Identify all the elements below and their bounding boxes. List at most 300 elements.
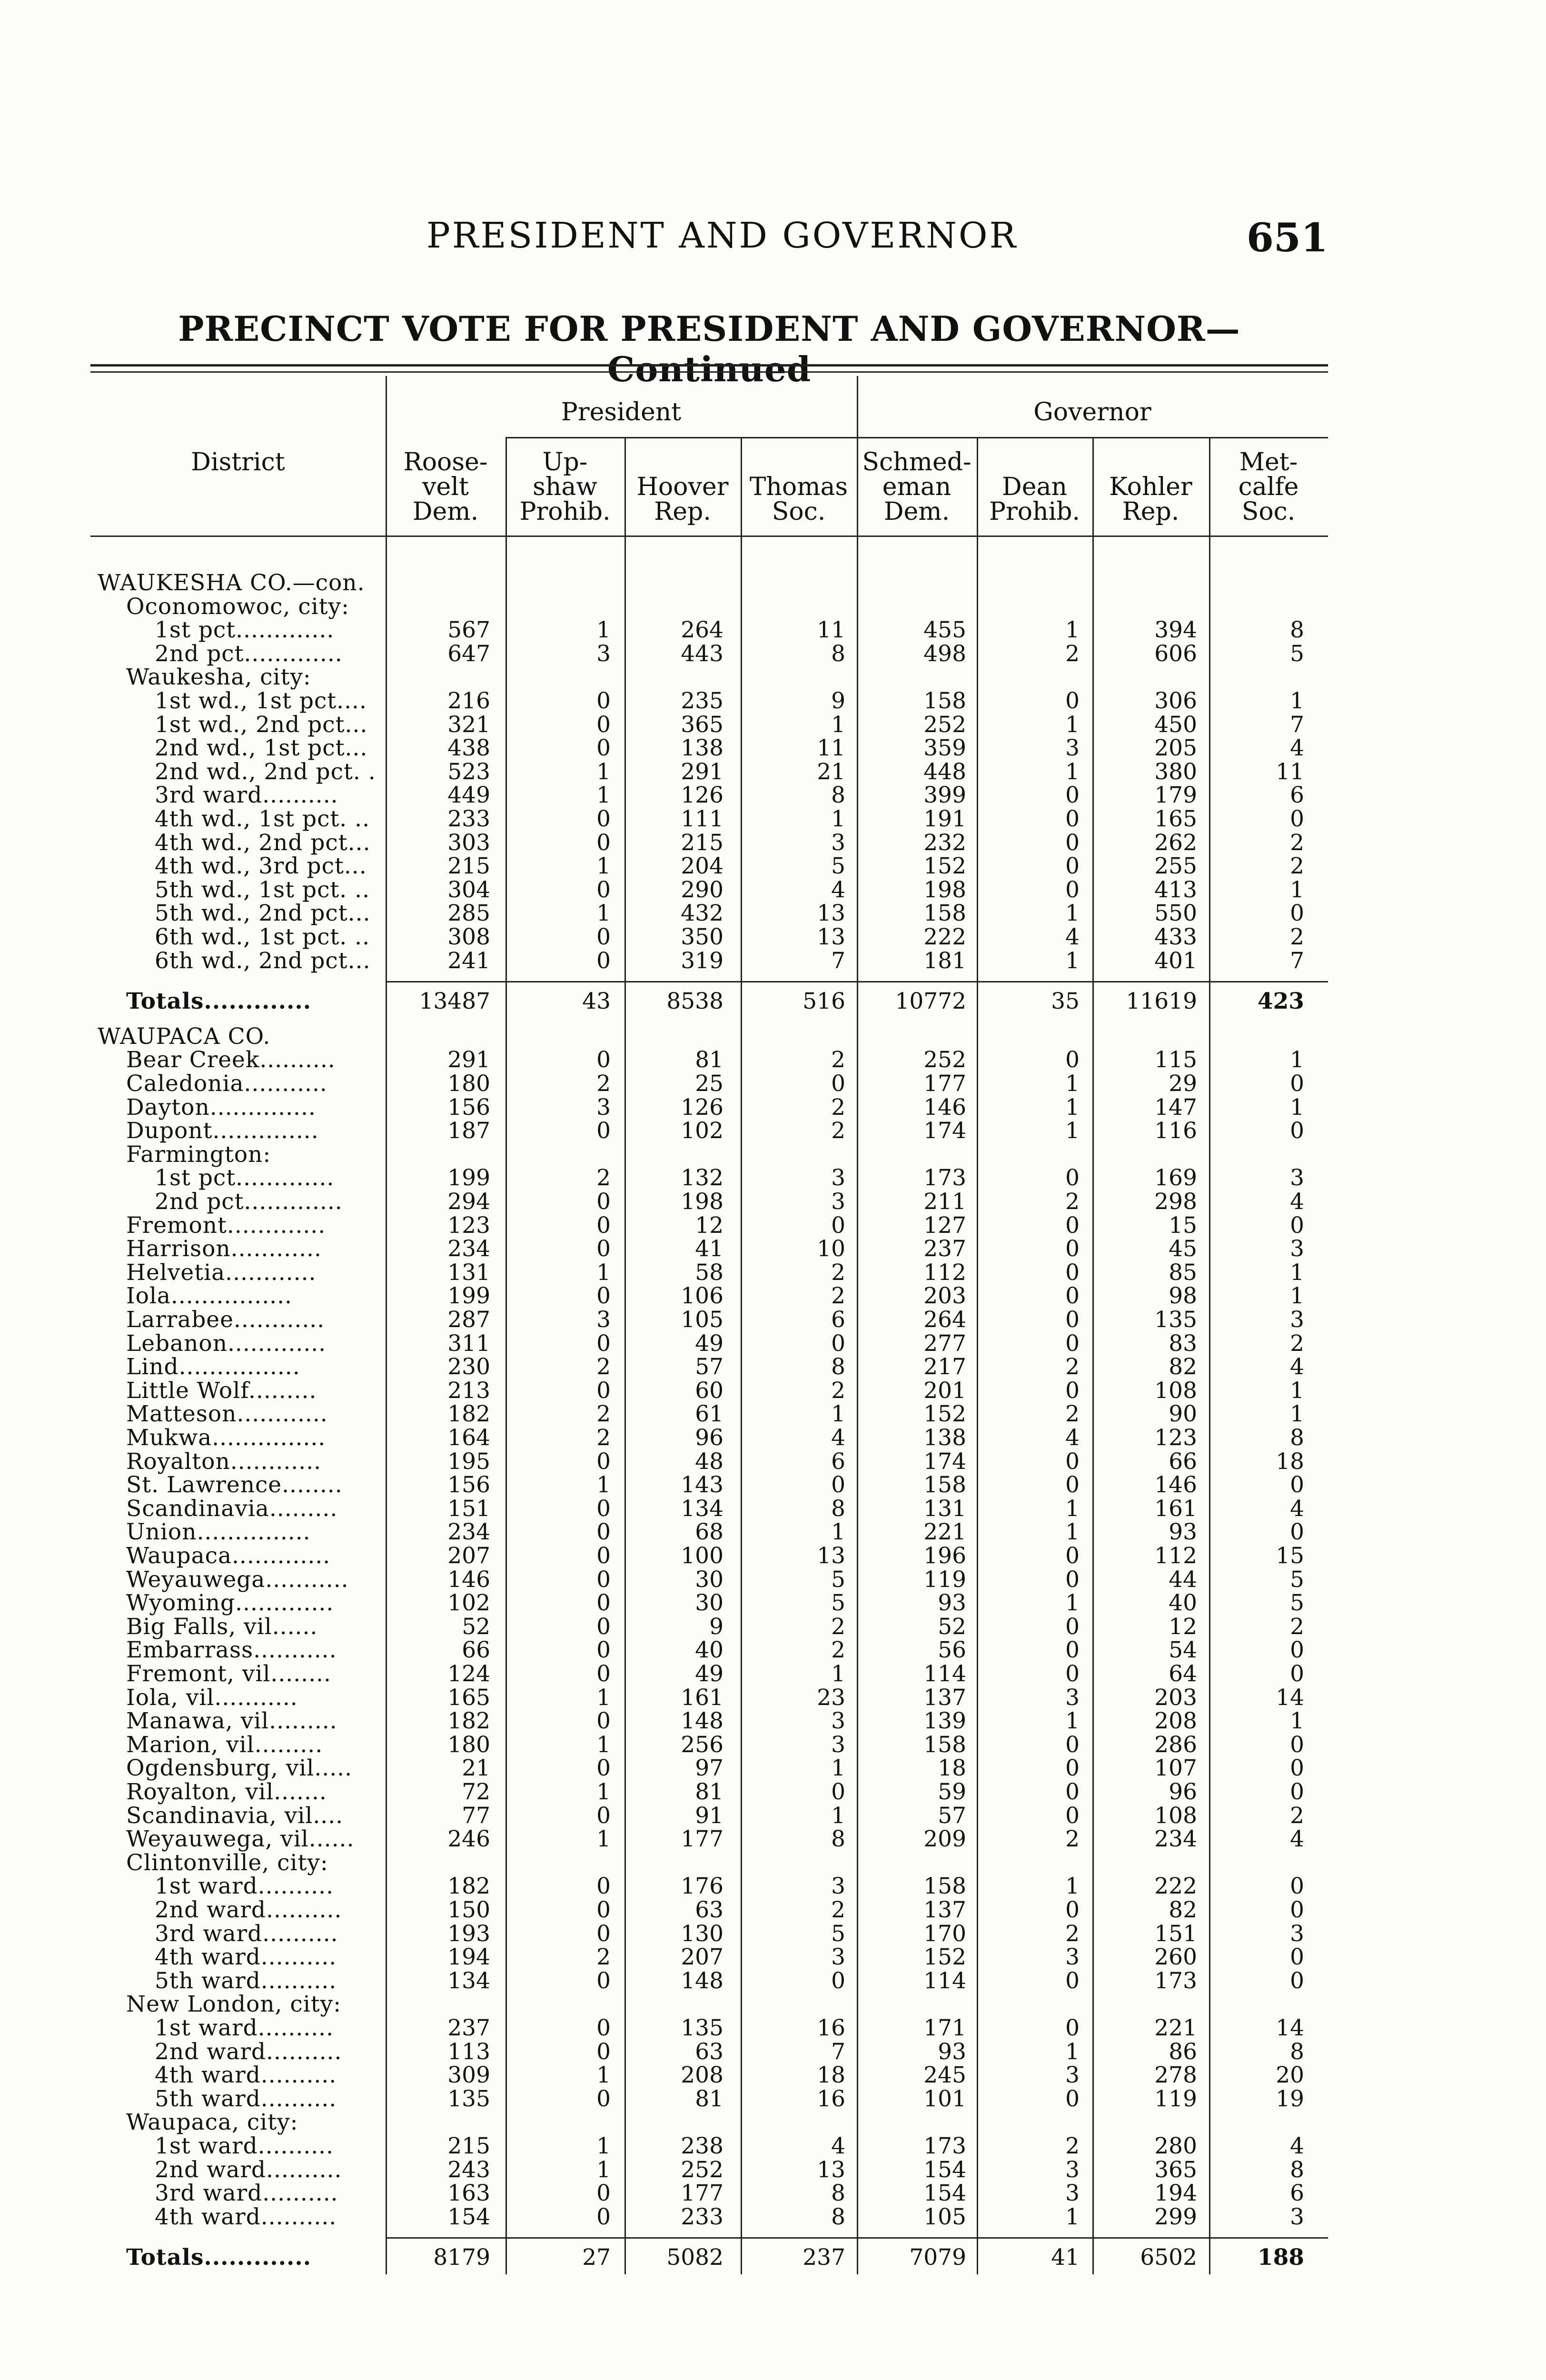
cell-2: 207 — [681, 1944, 723, 1970]
cell-1: 0 — [596, 806, 611, 832]
cell-5: 0 — [1065, 1378, 1080, 1404]
cell-0: 291 — [447, 1047, 490, 1073]
cell-7: 19 — [1276, 2086, 1304, 2112]
table-row — [90, 1993, 1328, 2016]
table-row — [90, 2134, 1328, 2158]
row-label: 2nd wd., 2nd pct. . — [155, 759, 376, 785]
cell-7: 2 — [1290, 830, 1304, 856]
row-label: WAUKESHA CO.—con. — [98, 570, 365, 596]
table-row — [90, 2182, 1328, 2205]
cell-3: 2 — [831, 1047, 845, 1073]
cell-5: 1 — [1065, 1873, 1080, 1899]
cell-5: 1 — [1065, 1118, 1080, 1144]
cell-0: 164 — [447, 1425, 490, 1451]
cell-5: 4 — [1065, 924, 1080, 950]
row-label: 1st pct............. — [155, 1165, 335, 1191]
cell-0: 234 — [447, 1236, 490, 1262]
cell-1: 0 — [596, 1614, 611, 1640]
cell-6: 298 — [1154, 1189, 1197, 1215]
cell-1: 0 — [596, 2086, 611, 2112]
cell-7: 8 — [1290, 2157, 1304, 2183]
table-row — [90, 1426, 1328, 1450]
header-vline-7 — [1209, 437, 1210, 536]
cell-3: 3 — [831, 1732, 845, 1758]
cell-2: 81 — [695, 1047, 723, 1073]
cell-5: 2 — [1065, 641, 1080, 667]
cell-2: 135 — [681, 2015, 723, 2041]
cell-0: 13487 — [419, 988, 490, 1014]
table-row — [90, 1686, 1328, 1710]
cell-0: 124 — [447, 1661, 490, 1687]
cell-5: 0 — [1065, 1283, 1080, 1309]
cell-2: 41 — [695, 1236, 723, 1262]
cell-7: 5 — [1290, 1590, 1304, 1616]
cell-3: 13 — [817, 900, 845, 926]
cell-6: 29 — [1169, 1071, 1197, 1097]
cell-1: 1 — [596, 853, 611, 879]
cell-4: 211 — [923, 1189, 966, 1215]
row-label: Waukesha, city: — [126, 664, 311, 690]
cell-0: 146 — [447, 1567, 490, 1593]
cell-2: 58 — [695, 1259, 723, 1286]
cell-3: 3 — [831, 830, 845, 856]
header-vline-3 — [741, 437, 742, 536]
cell-2: 12 — [695, 1212, 723, 1239]
cell-3: 0 — [831, 1212, 845, 1239]
cell-3: 13 — [817, 2157, 845, 2183]
cell-3: 11 — [817, 735, 845, 761]
row-label: Larrabee............ — [126, 1307, 325, 1333]
row-label: 2nd ward.......... — [155, 2039, 342, 2065]
cell-4: 158 — [923, 1472, 966, 1498]
table-row — [90, 2087, 1328, 2111]
cell-7: 1 — [1290, 1401, 1304, 1427]
cell-4: 181 — [923, 948, 966, 974]
column-header-0-line-1: velt — [422, 473, 469, 501]
row-label: 4th wd., 1st pct. .. — [155, 806, 370, 832]
table-row — [90, 2040, 1328, 2064]
cell-6: 146 — [1154, 1472, 1197, 1498]
column-header-7-line-0: Met- — [1239, 448, 1298, 476]
cell-6: 550 — [1154, 900, 1197, 926]
cell-6: 380 — [1154, 759, 1197, 785]
cell-6: 205 — [1154, 735, 1197, 761]
cell-5: 1 — [1065, 2039, 1080, 2065]
cell-2: 291 — [681, 759, 723, 785]
cell-3: 18 — [817, 2062, 845, 2088]
cell-2: 176 — [681, 1873, 723, 1899]
header-bottom-rule — [90, 536, 1328, 537]
cell-3: 1 — [831, 1803, 845, 1829]
cell-7: 0 — [1290, 1661, 1304, 1687]
cell-5: 0 — [1065, 1236, 1080, 1262]
cell-4: 119 — [923, 1567, 966, 1593]
cell-3: 3 — [831, 1873, 845, 1899]
table-row — [90, 1025, 1328, 1049]
cell-1: 0 — [596, 1330, 611, 1357]
row-label: Iola................ — [126, 1283, 292, 1309]
row-label: Scandinavia......... — [126, 1496, 338, 1522]
cell-4: 131 — [923, 1496, 966, 1522]
cell-4: 455 — [923, 617, 966, 643]
column-header-4-line-0: Schmed- — [862, 448, 971, 476]
president-sub-rule — [505, 437, 857, 438]
cell-7: 3 — [1290, 1307, 1304, 1333]
cell-4: 196 — [923, 1543, 966, 1569]
cell-2: 60 — [695, 1378, 723, 1404]
cell-4: 137 — [923, 1685, 966, 1711]
table-row — [90, 2111, 1328, 2134]
row-label: 4th ward.......... — [155, 1944, 337, 1970]
cell-6: 85 — [1169, 1259, 1197, 1286]
column-header-3-line-2: Soc. — [772, 497, 826, 526]
table-row — [90, 1379, 1328, 1403]
column-header-1-line-0: Up- — [542, 448, 588, 476]
cell-3: 2 — [831, 1637, 845, 1663]
cell-3: 6 — [831, 1448, 845, 1475]
cell-7: 423 — [1257, 988, 1304, 1014]
cell-6: 221 — [1154, 2015, 1197, 2041]
row-label: Weyauwega, vil...... — [126, 1826, 355, 1852]
row-label: 2nd wd., 1st pct... — [155, 735, 368, 761]
cell-4: 52 — [938, 1614, 966, 1640]
cell-0: 199 — [447, 1283, 490, 1309]
cell-4: 57 — [938, 1803, 966, 1829]
table-row — [90, 1804, 1328, 1828]
cell-7: 8 — [1290, 2039, 1304, 2065]
cell-1: 1 — [596, 1472, 611, 1498]
row-label: 3rd ward.......... — [155, 1921, 338, 1947]
cell-1: 0 — [596, 1378, 611, 1404]
cell-0: 449 — [447, 782, 490, 808]
cell-5: 0 — [1065, 1614, 1080, 1640]
cell-5: 2 — [1065, 2133, 1080, 2159]
cell-3: 516 — [803, 988, 845, 1014]
cell-6: 194 — [1154, 2180, 1197, 2206]
cell-1: 0 — [596, 1543, 611, 1569]
cell-2: 177 — [681, 2180, 723, 2206]
cell-7: 14 — [1276, 2015, 1304, 2041]
table-row — [90, 1402, 1328, 1426]
cell-2: 233 — [681, 2204, 723, 2230]
cell-7: 0 — [1290, 1968, 1304, 1994]
cell-0: 163 — [447, 2180, 490, 2206]
cell-1: 3 — [596, 1307, 611, 1333]
cell-3: 8 — [831, 1354, 845, 1380]
cell-7: 8 — [1290, 617, 1304, 643]
cell-2: 132 — [681, 1165, 723, 1191]
cell-0: 285 — [447, 900, 490, 926]
cell-1: 0 — [596, 1212, 611, 1239]
cell-3: 0 — [831, 1779, 845, 1805]
cell-2: 40 — [695, 1637, 723, 1663]
table-row — [90, 1119, 1328, 1143]
row-label: 2nd pct............. — [155, 1189, 343, 1215]
cell-2: 5082 — [666, 2244, 723, 2271]
cell-0: 304 — [447, 877, 490, 903]
table-row — [90, 807, 1328, 831]
cell-6: 6502 — [1140, 2244, 1197, 2271]
row-label: Manawa, vil......... — [126, 1708, 337, 1734]
cell-2: 126 — [681, 782, 723, 808]
cell-2: 57 — [695, 1354, 723, 1380]
row-label: Royalton............ — [126, 1448, 322, 1475]
cell-1: 2 — [596, 1425, 611, 1451]
cell-4: 203 — [923, 1283, 966, 1309]
cell-6: 147 — [1154, 1094, 1197, 1121]
header-vline-1 — [505, 437, 507, 536]
cell-5: 0 — [1065, 877, 1080, 903]
cell-5: 1 — [1065, 617, 1080, 643]
table-row — [90, 2158, 1328, 2182]
cell-0: 135 — [447, 2086, 490, 2112]
cell-0: 180 — [447, 1732, 490, 1758]
cell-4: 105 — [923, 2204, 966, 2230]
cell-4: 232 — [923, 830, 966, 856]
table-row — [90, 1851, 1328, 1875]
cell-5: 1 — [1065, 1708, 1080, 1734]
cell-5: 0 — [1065, 1212, 1080, 1239]
row-label: 4th ward.......... — [155, 2204, 337, 2230]
cell-7: 20 — [1276, 2062, 1304, 2088]
cell-1: 0 — [596, 1189, 611, 1215]
cell-3: 16 — [817, 2086, 845, 2112]
cell-0: 287 — [447, 1307, 490, 1333]
cell-0: 66 — [462, 1637, 490, 1663]
cell-4: 158 — [923, 688, 966, 714]
cell-6: 222 — [1154, 1873, 1197, 1899]
cell-4: 174 — [923, 1118, 966, 1144]
table-row — [90, 1190, 1328, 1214]
row-label: Royalton, vil....... — [126, 1779, 327, 1805]
table-row — [90, 1284, 1328, 1308]
cell-4: 498 — [923, 641, 966, 667]
header-vline-2 — [624, 437, 626, 536]
cell-3: 0 — [831, 1968, 845, 1994]
cell-0: 131 — [447, 1259, 490, 1286]
cell-7: 0 — [1290, 1071, 1304, 1097]
cell-7: 1 — [1290, 1708, 1304, 1734]
cell-5: 0 — [1065, 2015, 1080, 2041]
cell-6: 123 — [1154, 1425, 1197, 1451]
district-header: District — [191, 448, 285, 476]
cell-3: 9 — [831, 688, 845, 714]
cell-7: 0 — [1290, 1519, 1304, 1545]
row-label: Oconomowoc, city: — [126, 594, 349, 620]
column-header-0-line-0: Roose- — [403, 448, 488, 476]
cell-3: 13 — [817, 924, 845, 950]
cell-5: 1 — [1065, 1519, 1080, 1545]
cell-0: 134 — [447, 1968, 490, 1994]
cell-1: 0 — [596, 1873, 611, 1899]
body-vline-6 — [1092, 536, 1094, 2274]
cell-1: 1 — [596, 759, 611, 785]
cell-3: 2 — [831, 1378, 845, 1404]
row-label: Weyauwega........... — [126, 1567, 349, 1593]
cell-4: 139 — [923, 1708, 966, 1734]
cell-4: 152 — [923, 1944, 966, 1970]
cell-2: 106 — [681, 1283, 723, 1309]
cell-4: 252 — [923, 1047, 966, 1073]
column-header-2-line-2: Rep. — [654, 497, 711, 526]
cell-5: 0 — [1065, 1779, 1080, 1805]
cell-3: 10 — [817, 1236, 845, 1262]
table-row — [90, 1733, 1328, 1757]
cell-3: 3 — [831, 1708, 845, 1734]
row-label: Totals............. — [126, 988, 312, 1014]
cell-6: 234 — [1154, 1826, 1197, 1852]
cell-4: 127 — [923, 1212, 966, 1239]
cell-4: 152 — [923, 853, 966, 879]
cell-0: 77 — [462, 1803, 490, 1829]
cell-0: 308 — [447, 924, 490, 950]
cell-7: 0 — [1290, 1637, 1304, 1663]
row-label: 1st wd., 1st pct.... — [155, 688, 367, 714]
cell-7: 2 — [1290, 924, 1304, 950]
cell-1: 0 — [596, 830, 611, 856]
table-row — [90, 2016, 1328, 2040]
cell-6: 90 — [1169, 1401, 1197, 1427]
cell-6: 96 — [1169, 1779, 1197, 1805]
cell-1: 0 — [596, 1236, 611, 1262]
cell-7: 1 — [1290, 1094, 1304, 1121]
cell-7: 0 — [1290, 1472, 1304, 1498]
cell-2: 134 — [681, 1496, 723, 1522]
cell-4: 264 — [923, 1307, 966, 1333]
cell-6: 12 — [1169, 1614, 1197, 1640]
cell-2: 198 — [681, 1189, 723, 1215]
cell-1: 2 — [596, 1071, 611, 1097]
cell-3: 2 — [831, 1614, 845, 1640]
cell-1: 1 — [596, 1685, 611, 1711]
row-label: Harrison............ — [126, 1236, 322, 1262]
cell-0: 193 — [447, 1921, 490, 1947]
cell-6: 119 — [1154, 2086, 1197, 2112]
cell-4: 93 — [938, 1590, 966, 1616]
cell-7: 4 — [1290, 735, 1304, 761]
cell-2: 290 — [681, 877, 723, 903]
cell-4: 191 — [923, 806, 966, 832]
table-row — [90, 2063, 1328, 2087]
cell-1: 2 — [596, 1401, 611, 1427]
cell-0: 187 — [447, 1118, 490, 1144]
cell-7: 14 — [1276, 1685, 1304, 1711]
cell-3: 8 — [831, 1496, 845, 1522]
cell-6: 161 — [1154, 1496, 1197, 1522]
cell-0: 195 — [447, 1448, 490, 1475]
cell-6: 83 — [1169, 1330, 1197, 1357]
row-label: Wyoming............. — [126, 1590, 334, 1616]
table-row — [90, 665, 1328, 689]
cell-0: 194 — [447, 1944, 490, 1970]
cell-6: 107 — [1154, 1755, 1197, 1781]
cell-0: 213 — [447, 1378, 490, 1404]
cell-6: 394 — [1154, 617, 1197, 643]
cell-0: 113 — [447, 2039, 490, 2065]
cell-6: 98 — [1169, 1283, 1197, 1309]
cell-3: 8 — [831, 2180, 845, 2206]
cell-5: 0 — [1065, 1165, 1080, 1191]
body-vline-7 — [1209, 536, 1210, 2274]
table-row — [90, 1450, 1328, 1474]
column-header-4-line-1: eman — [882, 473, 951, 501]
row-label: Scandinavia, vil.... — [126, 1803, 344, 1829]
cell-3: 1 — [831, 1661, 845, 1687]
cell-5: 3 — [1065, 1944, 1080, 1970]
cell-1: 0 — [596, 1567, 611, 1593]
cell-3: 5 — [831, 853, 845, 879]
table-row — [90, 1355, 1328, 1379]
cell-5: 0 — [1065, 1661, 1080, 1687]
cell-3: 7 — [831, 948, 845, 974]
table-row — [90, 1473, 1328, 1497]
cell-0: 567 — [447, 617, 490, 643]
cell-5: 0 — [1065, 1307, 1080, 1333]
cell-4: 171 — [923, 2015, 966, 2041]
cell-3: 8 — [831, 782, 845, 808]
table-row — [90, 1048, 1328, 1072]
cell-5: 0 — [1065, 1968, 1080, 1994]
table-title: PRECINCT VOTE FOR PRESIDENT AND GOVERNOR—Continued — [178, 308, 1240, 389]
cell-4: 237 — [923, 1236, 966, 1262]
cell-7: 7 — [1290, 712, 1304, 738]
cell-5: 0 — [1065, 806, 1080, 832]
row-label: 1st ward.......... — [155, 1873, 334, 1899]
cell-0: 151 — [447, 1496, 490, 1522]
cell-1: 0 — [596, 1590, 611, 1616]
cell-0: 234 — [447, 1519, 490, 1545]
cell-4: 448 — [923, 759, 966, 785]
column-header-4-line-2: Dem. — [883, 497, 950, 526]
cell-6: 82 — [1169, 1897, 1197, 1923]
cell-5: 0 — [1065, 1897, 1080, 1923]
cell-0: 216 — [447, 688, 490, 714]
cell-1: 0 — [596, 2204, 611, 2230]
row-label: Union............... — [126, 1519, 311, 1545]
cell-2: 49 — [695, 1661, 723, 1687]
cell-3: 2 — [831, 1897, 845, 1923]
row-label: 1st wd., 2nd pct... — [155, 712, 368, 738]
row-label: Embarrass........... — [126, 1637, 337, 1663]
column-header-3-line-1: Thomas — [749, 473, 848, 501]
cell-4: 173 — [923, 1165, 966, 1191]
column-header-1-line-1: shaw — [533, 473, 597, 501]
table-row — [90, 1638, 1328, 1662]
table-row — [90, 689, 1328, 713]
cell-6: 450 — [1154, 712, 1197, 738]
cell-0: 52 — [462, 1614, 490, 1640]
cell-7: 1 — [1290, 877, 1304, 903]
cell-5: 0 — [1065, 2086, 1080, 2112]
cell-2: 252 — [681, 2157, 723, 2183]
president-group-header: President — [561, 398, 682, 426]
cell-3: 5 — [831, 1567, 845, 1593]
cell-2: 63 — [695, 1897, 723, 1923]
body-vline-0 — [386, 536, 387, 2274]
cell-3: 1 — [831, 806, 845, 832]
cell-1: 0 — [596, 1519, 611, 1545]
row-label: Matteson............ — [126, 1401, 328, 1427]
cell-3: 13 — [817, 1543, 845, 1569]
table-row — [90, 1780, 1328, 1804]
row-label: 2nd ward.......... — [155, 2157, 342, 2183]
cell-6: 203 — [1154, 1685, 1197, 1711]
table-row — [90, 1214, 1328, 1238]
table-row — [90, 1072, 1328, 1096]
table-row — [90, 902, 1328, 925]
row-label: WAUPACA CO. — [98, 1023, 271, 1050]
cell-7: 0 — [1290, 1873, 1304, 1899]
